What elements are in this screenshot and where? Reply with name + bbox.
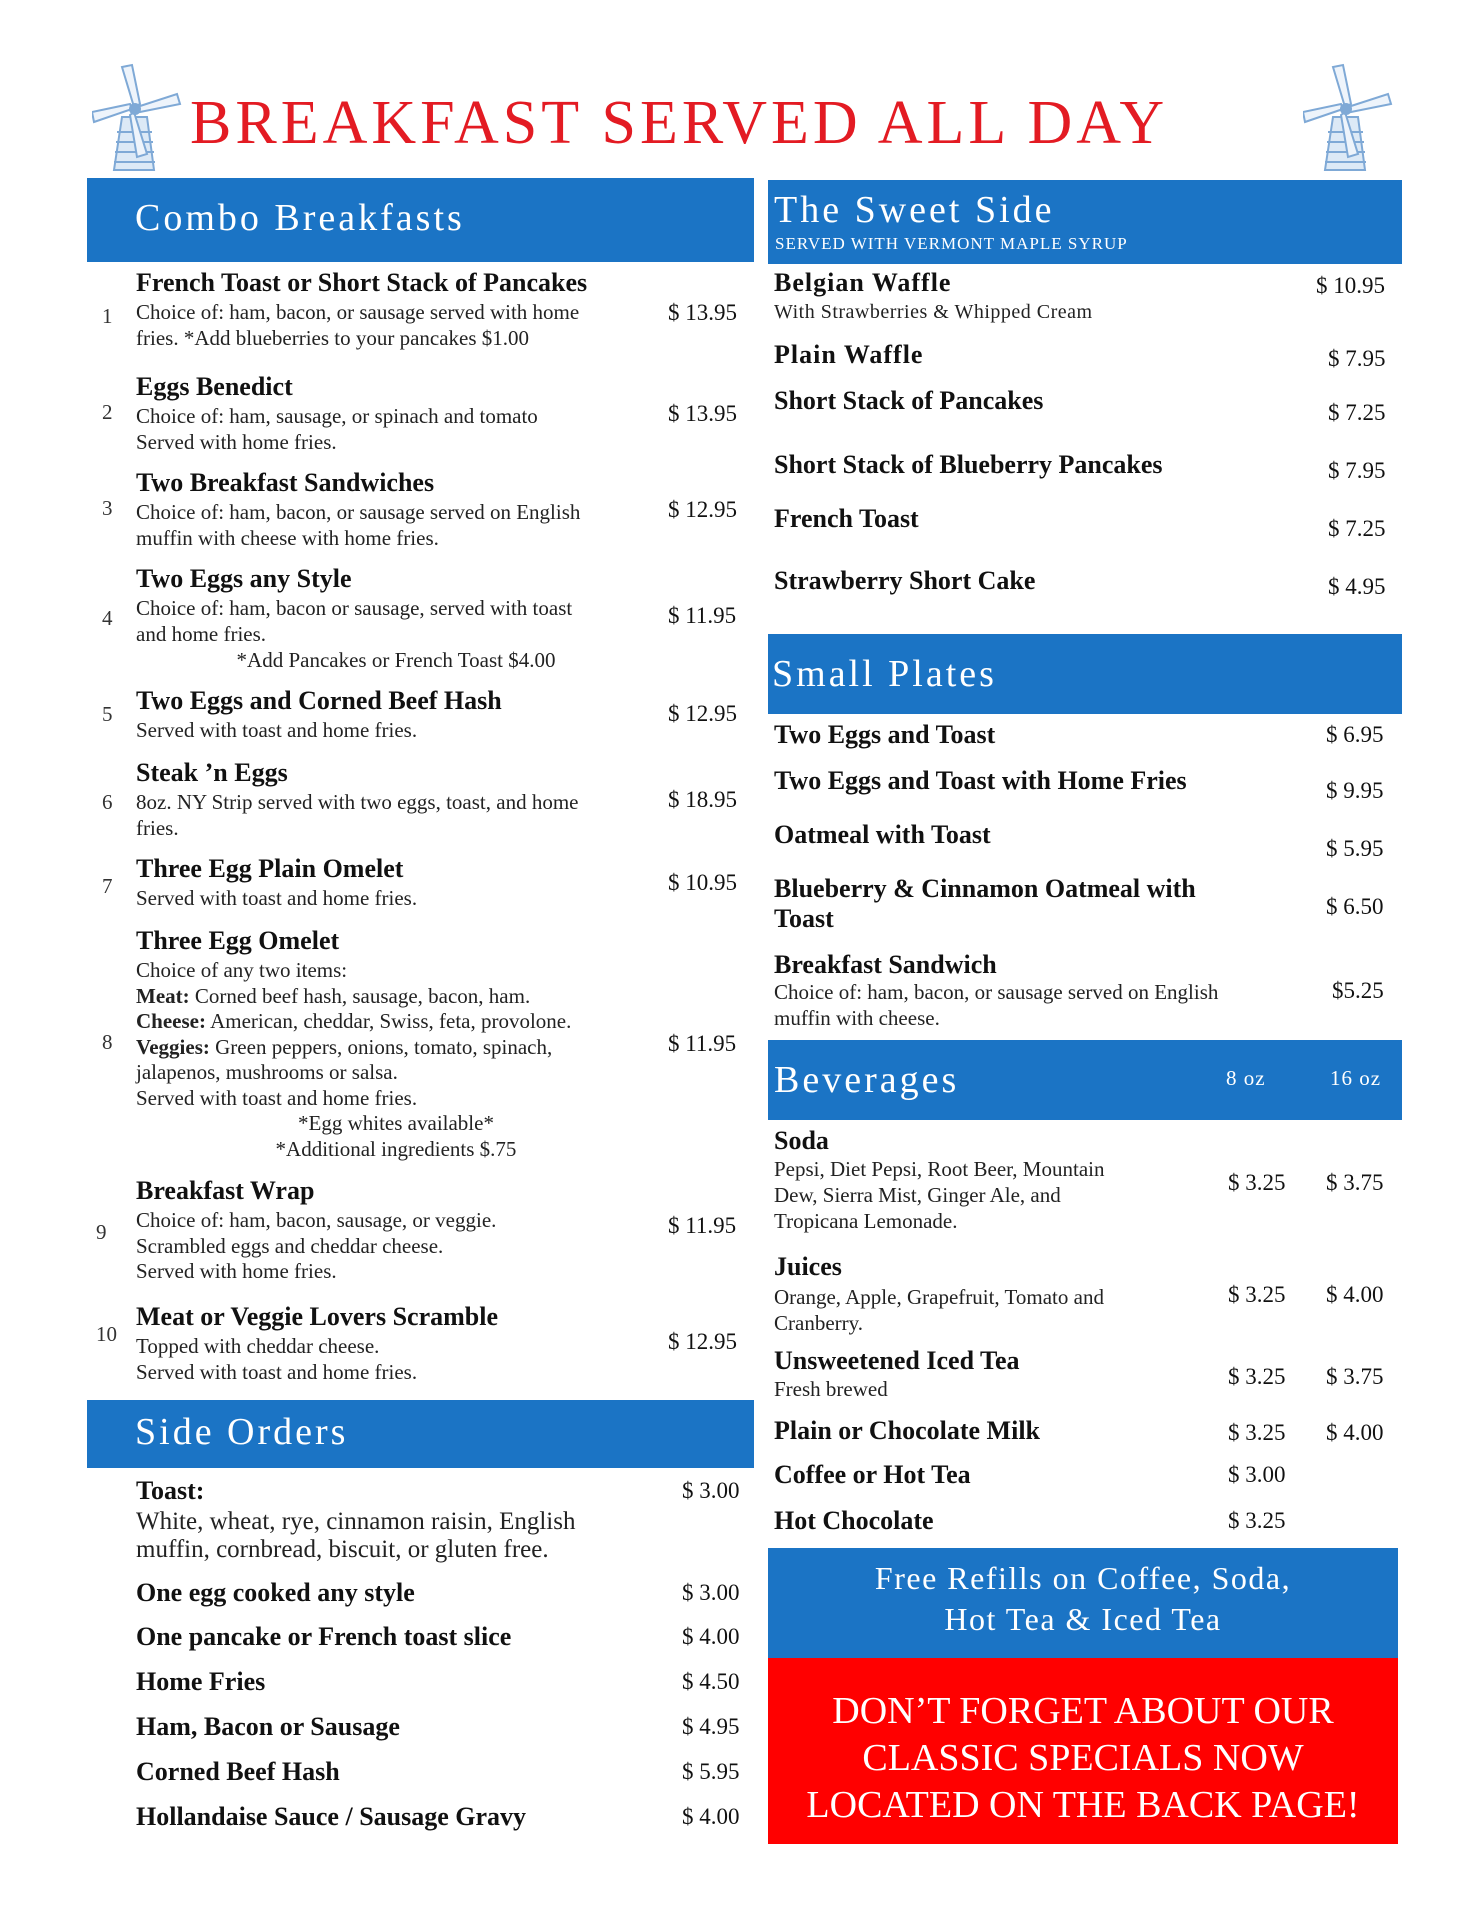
item-name: One egg cooked any style — [136, 1578, 415, 1607]
item-price: $ 7.25 — [1328, 400, 1386, 425]
item-description: Topped with cheddar cheese. Served with toast and home fries. — [136, 1334, 418, 1384]
item-description: Orange, Apple, Grapefruit, Tomato and Cranberry. — [774, 1285, 1104, 1335]
item-name: Breakfast Wrap — [136, 1176, 315, 1205]
item-price: $ 11.95 — [668, 1213, 737, 1238]
item-price: $ 6.50 — [1326, 894, 1384, 919]
item-price: $ 7.95 — [1328, 458, 1386, 483]
item-name: Juices — [774, 1252, 842, 1281]
item-price-8oz: $ 3.25 — [1228, 1508, 1286, 1533]
item-description: White, wheat, rye, cinnamon raisin, English muffin, cornbread, biscuit, or gluten free. — [136, 1508, 576, 1563]
item-description: Served with toast and home fries. — [136, 886, 418, 910]
item-price: $ 7.25 — [1328, 516, 1386, 541]
item-price-8oz: $ 3.25 — [1228, 1364, 1286, 1389]
item-description: With Strawberries & Whipped Cream — [774, 301, 1093, 323]
item-number: 2 — [102, 400, 113, 424]
item-name: Two Eggs and Toast — [774, 720, 996, 749]
item-number: 10 — [96, 1322, 117, 1346]
item-description: Choice of: ham, sausage, or spinach and tomato Served with home fries. — [136, 404, 538, 454]
item-price-16oz: $ 3.75 — [1326, 1364, 1384, 1389]
item-price-16oz: $ 3.75 — [1326, 1170, 1384, 1195]
item-price: $ 11.95 — [668, 603, 737, 628]
sweet-side-header — [768, 180, 1402, 264]
item-name: Breakfast Sandwich — [774, 950, 997, 979]
item-note: *Additional ingredients $.75 — [275, 1137, 517, 1161]
item-number: 5 — [102, 702, 113, 726]
item-name: Belgian Waffle — [774, 268, 952, 297]
item-price: $ 3.00 — [682, 1478, 740, 1503]
item-name: Home Fries — [136, 1667, 266, 1696]
item-price: $ 10.95 — [668, 870, 737, 895]
section-title: Small Plates — [772, 653, 997, 695]
item-price-8oz: $ 3.25 — [1228, 1282, 1286, 1307]
item-name: Short Stack of Pancakes — [774, 386, 1044, 415]
item-number: 4 — [102, 606, 113, 630]
item-name: Steak ’n Eggs — [136, 758, 288, 787]
section-subtitle: SERVED WITH VERMONT MAPLE SYRUP — [775, 234, 1128, 253]
section-title: Beverages — [774, 1059, 960, 1101]
free-refills-banner: Free Refills on Coffee, Soda, Hot Tea & Iced Tea — [768, 1548, 1398, 1658]
combo-breakfasts-header — [87, 178, 754, 262]
item-name: Three Egg Omelet — [136, 926, 340, 955]
item-price-8oz: $ 3.25 — [1228, 1420, 1286, 1445]
item-price: $ 4.50 — [682, 1669, 740, 1694]
item-name: Coffee or Hot Tea — [774, 1460, 971, 1489]
item-description: Choice of: ham, bacon, sausage, or veggie. Scrambled eggs and cheddar cheese. Served with home fries. — [136, 1208, 497, 1283]
column-header-16oz: 16 oz — [1330, 1066, 1382, 1090]
item-name: French Toast — [774, 504, 919, 533]
item-price: $ 9.95 — [1326, 778, 1384, 803]
small-plates-header — [768, 634, 1402, 714]
item-note: *Egg whites available* — [298, 1111, 494, 1135]
item-description: Choice of: ham, bacon, or sausage served on English muffin with cheese. — [774, 980, 1219, 1030]
item-name: Oatmeal with Toast — [774, 820, 991, 849]
column-header-8oz: 8 oz — [1226, 1066, 1266, 1090]
item-name: French Toast or Short Stack of Pancakes — [136, 268, 588, 297]
item-name: Two Eggs and Toast with Home Fries — [774, 766, 1187, 795]
item-name: Unsweetened Iced Tea — [774, 1346, 1020, 1375]
item-name: Two Breakfast Sandwiches — [136, 468, 435, 497]
item-price: $ 13.95 — [668, 401, 737, 426]
item-price: $ 6.95 — [1326, 722, 1384, 747]
item-price: $ 4.00 — [682, 1804, 740, 1829]
item-price: $ 18.95 — [668, 787, 737, 812]
item-price: $ 4.00 — [682, 1624, 740, 1649]
item-price: $ 12.95 — [668, 497, 737, 522]
item-name: Meat or Veggie Lovers Scramble — [136, 1302, 498, 1331]
item-description: Choice of: ham, bacon, or sausage served on English muffin with cheese with home fries. — [136, 500, 581, 550]
item-price: $ 4.95 — [1328, 574, 1386, 599]
item-note: *Add Pancakes or French Toast $4.00 — [236, 648, 556, 672]
item-name: Toast: — [136, 1476, 205, 1505]
item-price-8oz: $ 3.25 — [1228, 1170, 1286, 1195]
item-price: $ 10.95 — [1316, 273, 1385, 298]
windmill-icon — [1303, 62, 1393, 172]
page-title: BREAKFAST SERVED ALL DAY — [190, 89, 1169, 157]
item-price-16oz: $ 4.00 — [1326, 1420, 1384, 1445]
item-name: Soda — [774, 1126, 829, 1155]
item-number: 6 — [102, 790, 113, 814]
section-title: Side Orders — [135, 1411, 349, 1453]
item-name: Ham, Bacon or Sausage — [136, 1712, 400, 1741]
item-description: Served with toast and home fries. — [136, 718, 418, 742]
item-description: Pepsi, Diet Pepsi, Root Beer, Mountain Dew, Sierra Mist, Ginger Ale, and Tropicana Lemonade. — [774, 1157, 1105, 1233]
item-price: $ 12.95 — [668, 1329, 737, 1354]
item-description: Fresh brewed — [774, 1377, 888, 1401]
item-number: 3 — [102, 496, 113, 520]
item-name: Blueberry & Cinnamon Oatmeal with Toast — [774, 874, 1196, 933]
item-name: Three Egg Plain Omelet — [136, 854, 404, 883]
item-name: Hollandaise Sauce / Sausage Gravy — [136, 1802, 527, 1831]
item-number: 1 — [102, 304, 113, 328]
item-name: Short Stack of Blueberry Pancakes — [774, 450, 1163, 479]
item-name: Two Eggs and Corned Beef Hash — [136, 686, 502, 715]
item-number: 7 — [102, 874, 113, 898]
item-price: $ 3.00 — [682, 1580, 740, 1605]
item-price: $ 11.95 — [668, 1031, 737, 1056]
item-description: 8oz. NY Strip served with two eggs, toast, and home fries. — [136, 790, 579, 840]
item-price: $5.25 — [1332, 978, 1384, 1003]
item-description: Choice of any two items: Meat: Corned beef hash, sausage, bacon, ham. Cheese: American, cheddar, Swiss, feta, provolone. Veggies: Green peppers, onions, tomato, spinach, jalapenos, mushrooms or salsa. Served with toast and home fries. — [136, 958, 572, 1110]
windmill-icon — [92, 62, 182, 172]
item-number: 8 — [102, 1030, 113, 1054]
section-title: Combo Breakfasts — [135, 197, 465, 239]
item-name: Strawberry Short Cake — [774, 566, 1036, 595]
section-title: The Sweet Side — [774, 189, 1055, 231]
item-name: Plain Waffle — [774, 340, 924, 369]
item-price: $ 13.95 — [668, 300, 737, 325]
item-price-16oz: $ 4.00 — [1326, 1282, 1384, 1307]
item-description: Choice of: ham, bacon or sausage, served with toast and home fries. — [136, 596, 573, 646]
item-price: $ 7.95 — [1328, 346, 1386, 371]
item-number: 9 — [96, 1220, 107, 1244]
beverages-header — [768, 1040, 1402, 1120]
item-price-8oz: $ 3.00 — [1228, 1462, 1286, 1487]
item-price: $ 12.95 — [668, 701, 737, 726]
item-name: Plain or Chocolate Milk — [774, 1416, 1041, 1445]
item-name: Eggs Benedict — [136, 372, 293, 401]
side-orders-header — [87, 1400, 754, 1468]
back-page-promo-banner: DON’T FORGET ABOUT OUR CLASSIC SPECIALS NOW LOCATED ON THE BACK PAGE! — [768, 1658, 1398, 1844]
item-description: Choice of: ham, bacon, or sausage served with home fries. *Add blueberries to your pancakes $1.00 — [136, 300, 580, 350]
item-name: Two Eggs any Style — [136, 564, 352, 593]
item-price: $ 5.95 — [1326, 836, 1384, 861]
item-name: Corned Beef Hash — [136, 1757, 340, 1786]
item-name: Hot Chocolate — [774, 1506, 934, 1535]
item-name: One pancake or French toast slice — [136, 1622, 512, 1651]
item-price: $ 4.95 — [682, 1714, 740, 1739]
item-price: $ 5.95 — [682, 1759, 740, 1784]
